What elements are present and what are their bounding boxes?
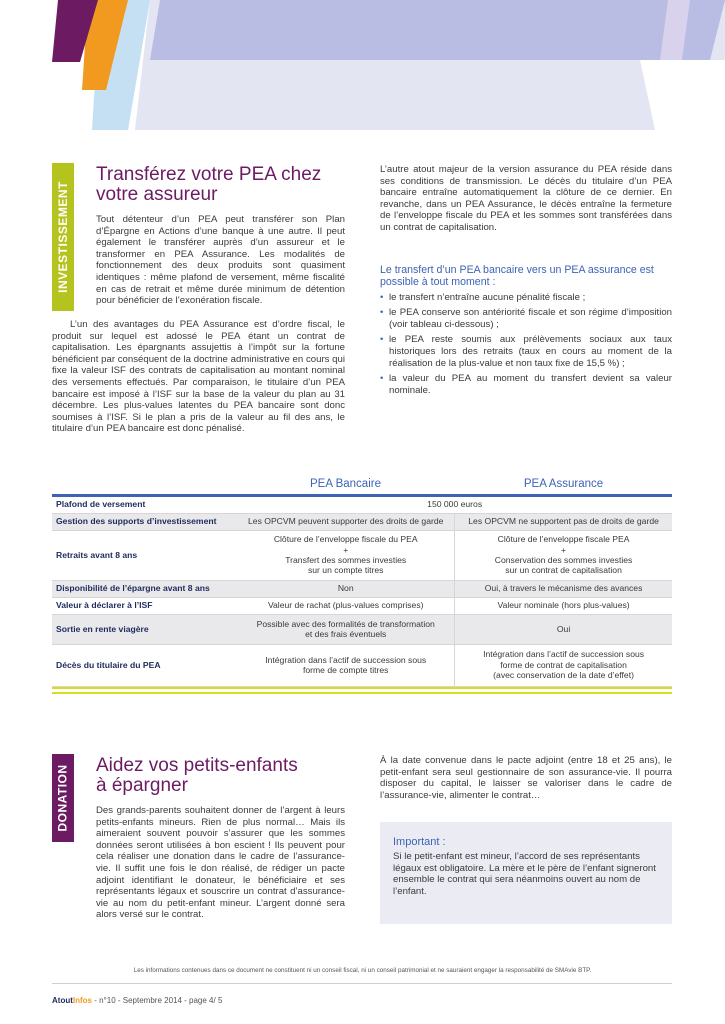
table-row: [52, 614, 672, 644]
section-title-transfer: Transférez votre PEA chez votre assureur: [96, 164, 322, 205]
list-item: • le transfert n’entraîne aucune pénalité fiscale ;: [380, 292, 672, 304]
row-label: Retraits avant 8 ans: [52, 530, 237, 580]
paragraph-donation: Des grands-parents souhaitent donner de l’argent à leurs petits-enfants mineurs. Rien de plus normal… Mais ils aimeraient souvent pouvoir s’assurer que les sommes données seront utilisées à bon escient ! Ils peuvent pour cela réaliser une donation dans le cadre de l’assurance-vie. Il suffit une fois le don réalisé, de rédiger un pacte adjoint identifiant le donateur, le bénéficiaire et ses représentants légaux et souscrire un contrat d’assurance-vie au nom du petit-enfant mineur. L’argent donné sera alors versé sur le contrat.: [96, 805, 345, 921]
footer-rule: [52, 983, 672, 984]
cell-assurance: Oui, à travers le mécanisme des avances: [455, 580, 672, 597]
disclaimer: Les informations contenues dans ce document ne constituent ni un conseil fiscal, ni un conseil patrimonial et ne sauraient engager la responsabilité de SMAvie BTP.: [133, 967, 592, 974]
cell-bancaire: Possible avec des formalités de transformation et des frais éventuels: [237, 614, 454, 644]
cell-bancaire: Clôture de l’enveloppe fiscale du PEA + Transfert des sommes investies sur un compte titres: [237, 530, 454, 580]
table-bottom-rule: [52, 687, 672, 689]
cell-assurance: Clôture de l’enveloppe fiscale PEA + Conservation des sommes investies sur un contrat de capitalisation: [455, 530, 672, 580]
cell-bancaire: Intégration dans l’actif de succession sous forme de compte titres: [237, 644, 454, 686]
column-header-assurance: PEA Assurance: [523, 478, 604, 490]
table-row: [52, 597, 672, 614]
table-bottom-rule-2: [52, 692, 672, 694]
table-row: [52, 580, 672, 597]
row-label: Valeur à déclarer à l’ISF: [52, 597, 237, 614]
cell-assurance: Intégration dans l’actif de succession sous forme de contrat de capitalisation (avec conservation de la date d’effet): [455, 644, 672, 686]
cell-assurance: Oui: [455, 614, 672, 644]
paragraph-pacte: À la date convenue dans le pacte adjoint (entre 18 et 25 ans), le petit-enfant sera seul gestionnaire de son assurance-vie. Il pourra disposer du capital, le laisser se valoriser dans le cadre de l’assurance-vie, alimenter le contrat…: [380, 755, 672, 801]
cell-assurance: Valeur nominale (hors plus-values): [455, 597, 672, 614]
list-item: • le PEA conserve son antériorité fiscale et son régime d’imposition (voir tableau ci-dessous) ;: [380, 307, 672, 330]
cell-bancaire: Non: [237, 580, 454, 597]
brand-infos: Infos: [72, 996, 92, 1005]
table-row: [52, 644, 672, 686]
cell-bancaire: Valeur de rachat (plus-values comprises): [237, 597, 454, 614]
table-row: [52, 496, 672, 513]
paragraph-intro: Tout détenteur d’un PEA peut transférer son Plan d’Épargne en Actions d’une banque à une autre. Il peut également le transférer auprès d’un assureur et le transformer en PEA Assurance. Les modalités de fonctionnement des deux produits sont quasiment identiques : même plafond de versement, même fiscalité en cas de retrait et même durée minimum de détention pour bénéficier de l’exonération fiscale.: [96, 214, 345, 307]
section-tab-donation: DONATION: [52, 754, 74, 842]
section-title-donation: Aidez vos petits-enfants à épargner: [96, 755, 298, 796]
important-text: Si le petit-enfant est mineur, l’accord de ses représentants légaux est obligatoire. La mère et le père de l’enfant signeront ensemble le contrat qui sera néanmoins ouvert au nom de l’enfant.: [393, 851, 656, 897]
row-label: Gestion des supports d’investissement: [52, 513, 237, 530]
page-footer: [52, 996, 222, 1005]
row-label: Sortie en rente viagère: [52, 614, 237, 644]
row-label: Plafond de versement: [52, 496, 237, 513]
cell-assurance: Les OPCVM ne supportent pas de droits de garde: [455, 513, 672, 530]
table-row: [52, 530, 672, 580]
section-tab-investissement: INVESTISSEMENT: [52, 163, 74, 311]
subheading-transfer: Le transfert d’un PEA bancaire vers un PEA assurance est possible à tout moment :: [380, 263, 654, 289]
brand-atout: Atout: [52, 996, 73, 1005]
table-row: [52, 513, 672, 530]
row-label: Disponibilité de l’épargne avant 8 ans: [52, 580, 237, 597]
issue-info: - n°10 - Septembre 2014 -: [92, 996, 190, 1005]
list-item: • la valeur du PEA au moment du transfert devient sa valeur nominale.: [380, 373, 672, 396]
paragraph-transmission: L’autre atout majeur de la version assurance du PEA réside dans ses conditions de transmission. Le décès du titulaire d’un PEA bancaire entraîne automatiquement la clôture de ce dernier. En revanche, dans un PEA Assurance, le décès entraîne la fermeture de l’enveloppe fiscale du PEA et les sommes sont transférées dans un contrat de capitalisation.: [380, 164, 672, 233]
header-decoration: [0, 0, 725, 150]
bullet-list: [380, 292, 672, 397]
cell-bancaire: Les OPCVM peuvent supporter des droits de garde: [237, 513, 454, 530]
cell-value: 150 000 euros: [237, 496, 672, 513]
list-item: • le PEA reste soumis aux prélèvements sociaux aux taux historiques lors des retraits (taux en cours au moment de la réalisation de la plus-value et non taux fixe de 15,5 %) ;: [380, 334, 672, 369]
column-header-bancaire: PEA Bancaire: [310, 478, 381, 490]
paragraph-advantage-fiscal: L’un des avantages du PEA Assurance est d’ordre fiscal, le produit sur lequel est adossé le PEA étant un contrat de capitalisation. Les épargnants assujettis à l’impôt sur la fortune bénéficient par conséquent de la doctrine administrative en cours qui fixe la valeur ISF des contrats de capitalisation au montant nominal des versements effectués. Par comparaison, le titulaire d’un PEA bancaire est imposé à l’ISF sur la base de la valeur du plan au 31 décembre. Les plus-values latentes du PEA bancaire sont donc soumises à l’ISF. Si le plan a pris de la valeur au fil des ans, le titulaire d’un PEA bancaire est donc pénalisé.: [52, 319, 345, 435]
important-title: Important :: [393, 836, 446, 848]
comparison-table: [52, 496, 672, 687]
row-label: Décès du titulaire du PEA: [52, 644, 237, 686]
page-number: page 4/ 5: [189, 996, 223, 1005]
important-box: [380, 822, 672, 924]
